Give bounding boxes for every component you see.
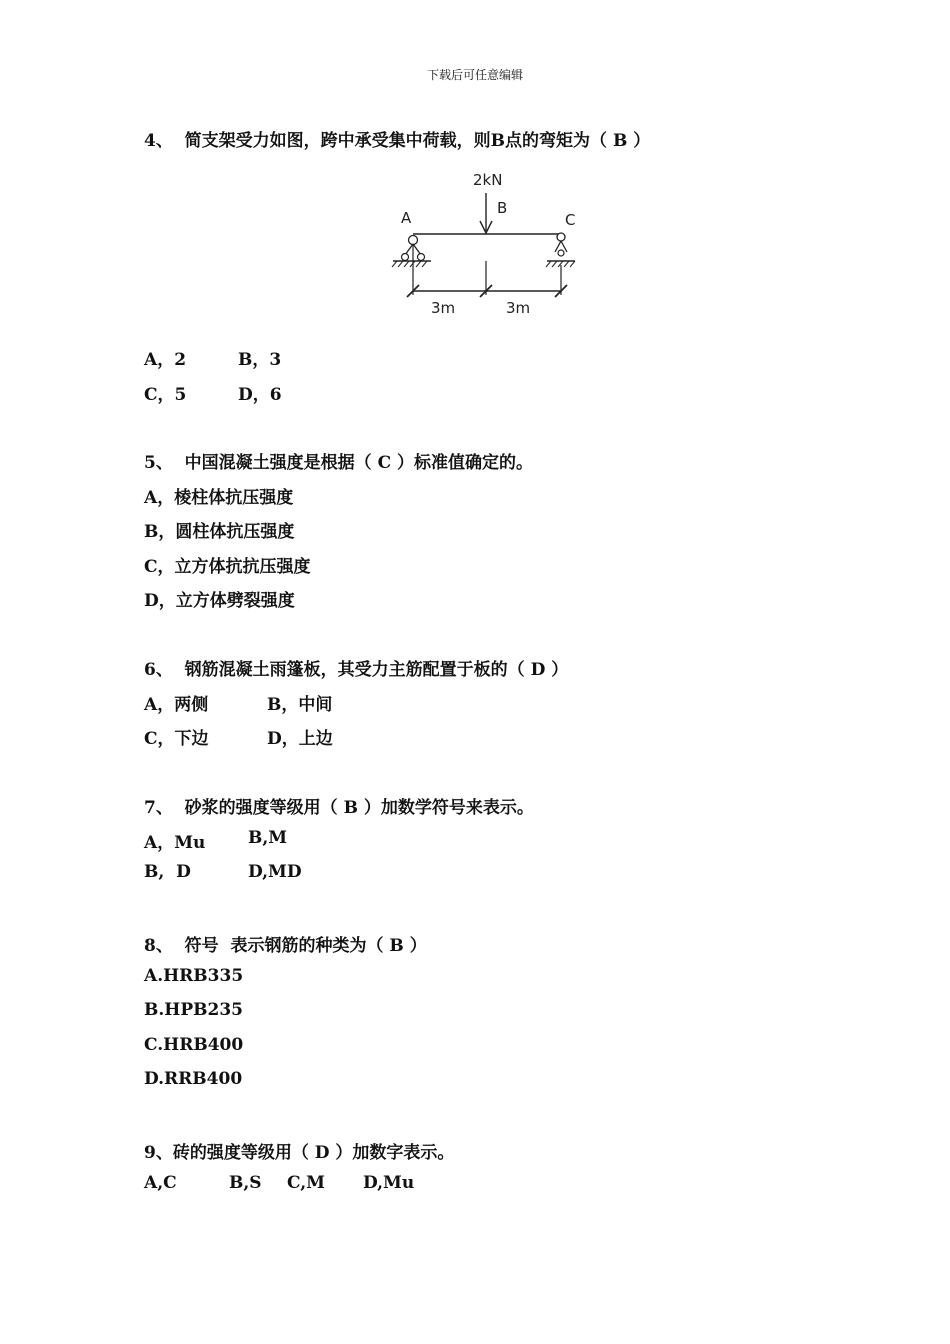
point-a-label: A <box>401 209 412 227</box>
q8-option-a: A.HRB335 <box>144 966 244 986</box>
q9-option-b: B,S <box>229 1173 262 1193</box>
question-5: 5、 中国混凝土强度是根据（ C ）标准值确定的。 <box>144 453 534 473</box>
q9-option-a: A,C <box>144 1173 177 1193</box>
q4-option-a: A，2 <box>144 350 187 370</box>
q5-option-b: B，圆柱体抗压强度 <box>144 522 295 542</box>
q8-option-c: C.HRB400 <box>144 1035 244 1055</box>
q6-option-b: B，中间 <box>267 695 333 715</box>
beam-diagram <box>385 165 585 325</box>
q7-option-b: B,M <box>248 828 288 848</box>
q4-option-d: D，6 <box>238 385 282 405</box>
question-7: 7、 砂浆的强度等级用（ B ）加数学符号来表示。 <box>144 798 534 818</box>
q5-option-a: A，棱柱体抗压强度 <box>144 488 294 508</box>
q6-option-a: A，两侧 <box>144 695 209 715</box>
question-8: 8、 符号 表示钢筋的种类为（ B ） <box>144 936 427 956</box>
q9-option-d: D,Mu <box>363 1173 415 1193</box>
q6-option-c: C，下边 <box>144 729 209 749</box>
dimension-right: 3m <box>506 299 531 317</box>
q8-option-b: B.HPB235 <box>144 1000 243 1020</box>
dimension-left: 3m <box>431 299 456 317</box>
q7-option-a: A，Mu <box>144 833 206 853</box>
q5-option-d: D，立方体劈裂强度 <box>144 591 295 611</box>
question-6: 6、 钢筋混凝土雨篷板，其受力主筋配置于板的（ D ） <box>144 660 569 680</box>
q8-option-d: D.RRB400 <box>144 1069 243 1089</box>
q9-option-c: C,M <box>287 1173 325 1193</box>
q6-option-d: D，上边 <box>267 729 333 749</box>
load-label: 2kN <box>473 171 503 189</box>
question-9: 9、砖的强度等级用（ D ）加数字表示。 <box>144 1143 455 1163</box>
point-c-label: C <box>565 211 576 229</box>
q4-option-b: B，3 <box>238 350 282 370</box>
page-header: 下载后可任意编辑 <box>426 68 523 82</box>
point-b-label: B <box>497 199 508 217</box>
q7-option-d: D,MD <box>248 862 302 882</box>
question-4: 4、 简支架受力如图，跨中承受集中荷载，则B点的弯矩为（ B ） <box>144 131 651 151</box>
q7-option-c: B, D <box>144 862 191 882</box>
q4-option-c: C，5 <box>144 385 187 405</box>
q5-option-c: C，立方体抗抗压强度 <box>144 557 311 577</box>
